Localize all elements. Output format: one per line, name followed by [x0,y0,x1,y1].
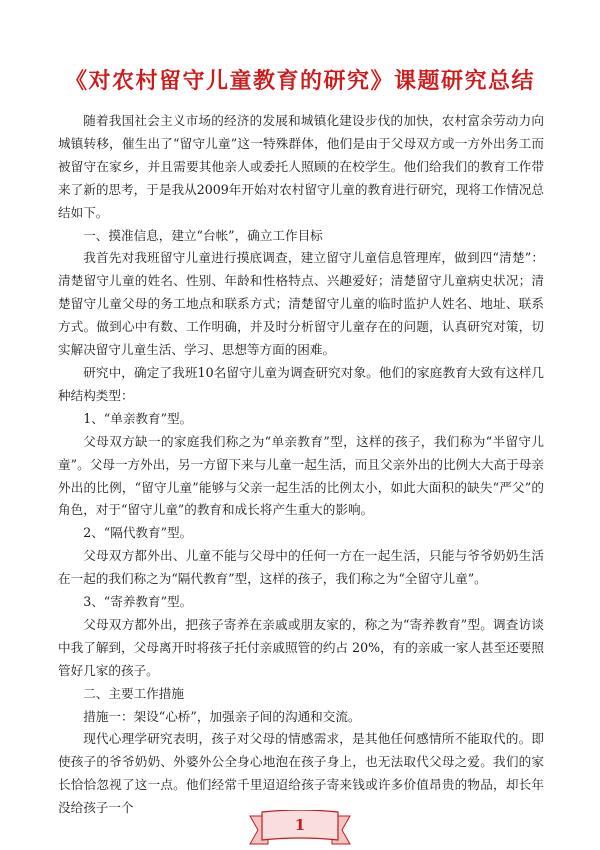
type-heading-2: 2、“隔代教育”型。 [83,525,193,541]
section-heading-1: 一、摸准信息，建立“台帐”，确立工作目标 [83,227,323,243]
section-heading-2: 二、主要工作措施 [83,685,184,701]
type-heading-1: 1、“单亲教育”型。 [83,410,193,426]
paragraph-type-2: 父母双方都外出、儿童不能与父母中的任何一方在一起生活，只能与爷爷奶奶生活在一起的我们称之为“隔代教育”型，这样的孩子，我们称之为“全留守儿童”。 [58,548,544,587]
paragraph-measure-1: 现代心理学研究表明，孩子对父母的情感需求，是其他任何感情所不能取代的。即使孩子的爷爷奶奶、外婆外公全身心地泡在孩子身上，也无法取代父母之爱。我们的家长恰恰忽视了这一点。他们经常千里迢迢给孩子寄来钱或许多价值昂贵的物品，却长年没给孩子一个 [58,731,544,816]
paragraph-subjects: 研究中，确定了我班10名留守儿童为调查研究对象。他们的家庭教育大致有这样几种结构类型： [58,364,544,403]
paragraph-type-1: 父母双方缺一的家庭我们称之为“单亲教育”型，这样的孩子，我们称为“半留守儿童”。父母一方外出，另一方留下来与儿童一起生活，而且父亲外出的比例大大高于母亲外出的比例，“留守儿童”能够与父亲一起生活的比例太小，如此大面积的缺失“严父”的角色，对于“留守儿童”的教育和成长将产生重大的影响。 [58,433,544,518]
page-number: 1 [294,816,306,834]
paragraph-intro: 随着我国社会主义市场的经济的发展和城镇化建设步伐的加快，农村富余劳动力向城镇转移，催生出了“留守儿童”这一特殊群体，他们是由于父母双方或一方外出务工而被留守在家乡，并且需要其他亲人或委托人照顾的在校学生。他们给我们的教育工作带来了新的思考，于是我从2009年开始对农村留守儿童的教育进行研究，现将工作情况总结如下。 [58,113,544,220]
measure-heading-1: 措施一：架设“心桥”，加强亲子间的沟通和交流。 [83,708,361,724]
document-title: 《对农村留守儿童教育的研究》课题研究总结 [64,68,535,94]
paragraph-survey: 我首先对我班留守儿童进行摸底调查，建立留守儿童信息管理库，做到四“清楚”：清楚留守儿童的姓名、性别、年龄和性格特点、兴趣爱好；清楚留守儿童病史状况；清楚留守儿童父母的务工地点和联系方式；清楚留守儿童的临时监护人姓名、地址、联系方式。做到心中有数、工作明确，并及时分析留守儿童存在的问题，认真研究对策，切实解决留守儿童生活、学习、思想等方面的困难。 [58,250,544,358]
document-body [58,110,544,820]
type-heading-3: 3、“寄养教育”型。 [83,594,193,610]
page-footer [0,800,600,850]
paragraph-type-3: 父母双方都外出，把孩子寄养在亲戚或朋友家的，称之为“寄养教育”型。调查访谈中我了解到，父母离开时将孩子托付亲戚照管的约占 20%，有的亲戚一家人甚至还要照管好几家的孩子。 [58,616,544,678]
